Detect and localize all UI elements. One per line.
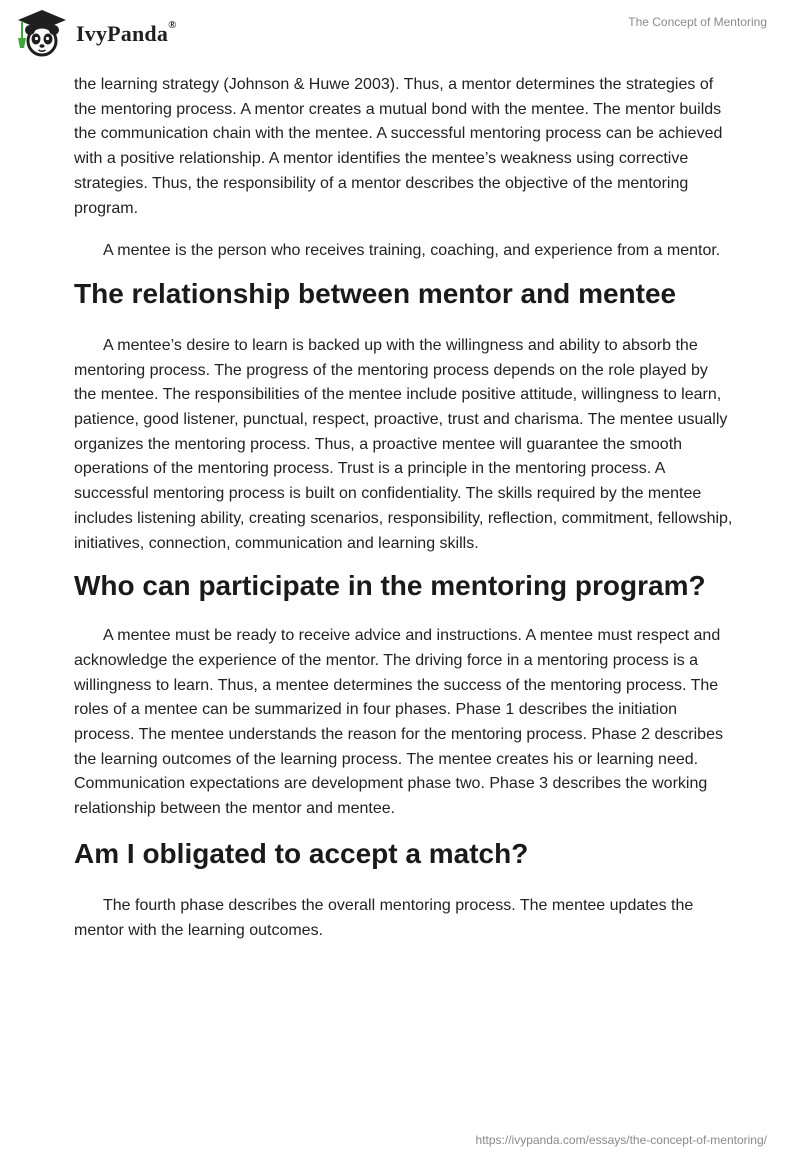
brand-name: IvyPanda® [76, 19, 177, 46]
section-heading: Am I obligated to accept a match? [74, 837, 529, 869]
section-heading: Who can participate in the mentoring program? [74, 570, 706, 602]
essay-content [74, 73, 734, 943]
panda-graduation-cap-icon [14, 8, 70, 58]
paragraph: A mentee’s desire to learn is backed up with the willingness and ability to absorb the mentoring process. The progress of the mentoring process depends on the role played by the mentee. The responsibilities of the mentee include positive attitude, willingness to learn, patience, good listener, punctual, respect, proactive, trust and charisma. The mentee usually organizes the mentoring process. Thus, a proactive mentee will guarantee the smooth operations of the mentoring process. Trust is a principle in the mentoring process. A successful mentoring process is built on confidentiality. The skills required by the mentee includes listening ability, creating scenarios, responsibility, reflection, commitment, fellowship, initiatives, connection, communication and learning skills. [74, 336, 733, 552]
paragraph: the learning strategy (Johnson & Huwe 2003). Thus, a mentor determines the strategies of the mentoring process. A mentor creates a mutual bond with the mentee. The mentor builds the communication chain with the mentee. A successful mentoring process can be achieved with a positive relationship. A mentor identifies the mentee’s weakness using corrective strategies. Thus, the responsibility of a mentor describes the objective of the mentoring program. [74, 76, 723, 217]
page-header [0, 0, 800, 70]
ivypanda-logo[interactable] [14, 8, 177, 58]
section-heading: The relationship between mentor and mentee [74, 277, 677, 309]
source-url[interactable]: https://ivypanda.com/essays/the-concept-of-mentoring/ [475, 1133, 767, 1147]
paragraph: The fourth phase describes the overall mentoring process. The mentee updates the mentor with the learning outcomes. [74, 896, 694, 939]
document-title: The Concept of Mentoring [628, 15, 767, 29]
paragraph: A mentee must be ready to receive advice and instructions. A mentee must respect and acknowledge the experience of the mentor. The driving force in a mentoring process is a willingness to learn. Thus, a mentee determines the success of the mentoring process. The roles of a mentee can be summarized in four phases. Phase 1 describes the initiation process. The mentee understands the reason for the mentoring process. Phase 2 describes the learning outcomes of the learning process. The mentee creates his or learning need. Communication expectations are development phase two. Phase 3 describes the working relationship between the mentor and mentee. [74, 627, 723, 818]
paragraph: A mentee is the person who receives training, coaching, and experience from a mentor. [103, 242, 721, 260]
